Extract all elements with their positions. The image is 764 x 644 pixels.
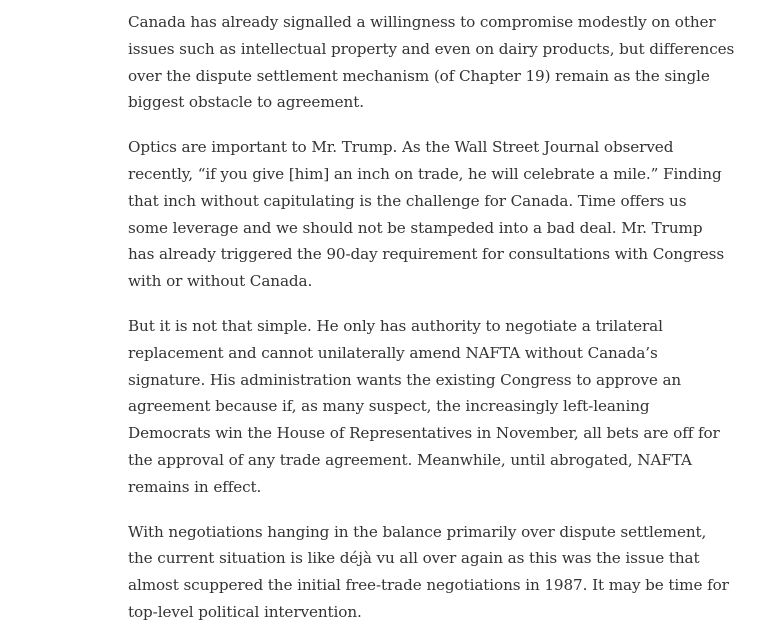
text-line: remains in effect.: [128, 477, 262, 496]
text-line: has already triggered the 90-day requirement for consultations with Congress: [128, 245, 725, 264]
text-line: But it is not that simple. He only has authority to negotiate a trilateral: [128, 316, 663, 335]
text-line: replacement and cannot unilaterally amend NAFTA without Canada’s: [128, 343, 658, 362]
article-body: [128, 9, 735, 644]
text-line: Optics are important to Mr. Trump. As the Wall Street Journal observed: [128, 138, 674, 157]
text-line: biggest obstacle to agreement.: [128, 93, 364, 112]
text-line: top-level political intervention.: [128, 602, 362, 621]
text-line: almost scuppered the initial free-trade negotiations in 1987. It may be time for: [128, 576, 729, 595]
text-line: agreement because if, as many suspect, the increasingly left-leaning: [128, 397, 650, 416]
text-line: signature. His administration wants the existing Congress to approve an: [128, 370, 682, 389]
text-line: Canada has already signalled a willingness to compromise modestly on other: [128, 13, 716, 31]
paragraph-4: [128, 519, 729, 626]
paragraph-3: [128, 313, 723, 501]
text-line: the approval of any trade agreement. Meanwhile, until abrogated, NAFTA: [128, 450, 692, 469]
text-line: over the dispute settlement mechanism (of Chapter 19) remain as the single: [128, 66, 710, 85]
text-line: With negotiations hanging in the balance primarily over dispute settlement,: [128, 522, 707, 541]
text-line: with or without Canada.: [128, 272, 313, 291]
text-line: issues such as intellectual property and even on dairy products, but differences: [128, 39, 735, 58]
text-line: some leverage and we should not be stampeded into a bad deal. Mr. Trump: [128, 218, 703, 237]
paragraph-2: [128, 134, 723, 295]
text-line: recently, “if you give [him] an inch on trade, he will celebrate a mile.” Finding: [128, 164, 722, 183]
text-line: Democrats win the House of Representatives in November, all bets are off for: [128, 424, 720, 443]
text-line: that inch without capitulating is the challenge for Canada. Time offers us: [128, 191, 687, 210]
text-line: the current situation is like déjà vu all over again as this was the issue that: [128, 549, 700, 568]
paragraph-1: [128, 9, 735, 116]
